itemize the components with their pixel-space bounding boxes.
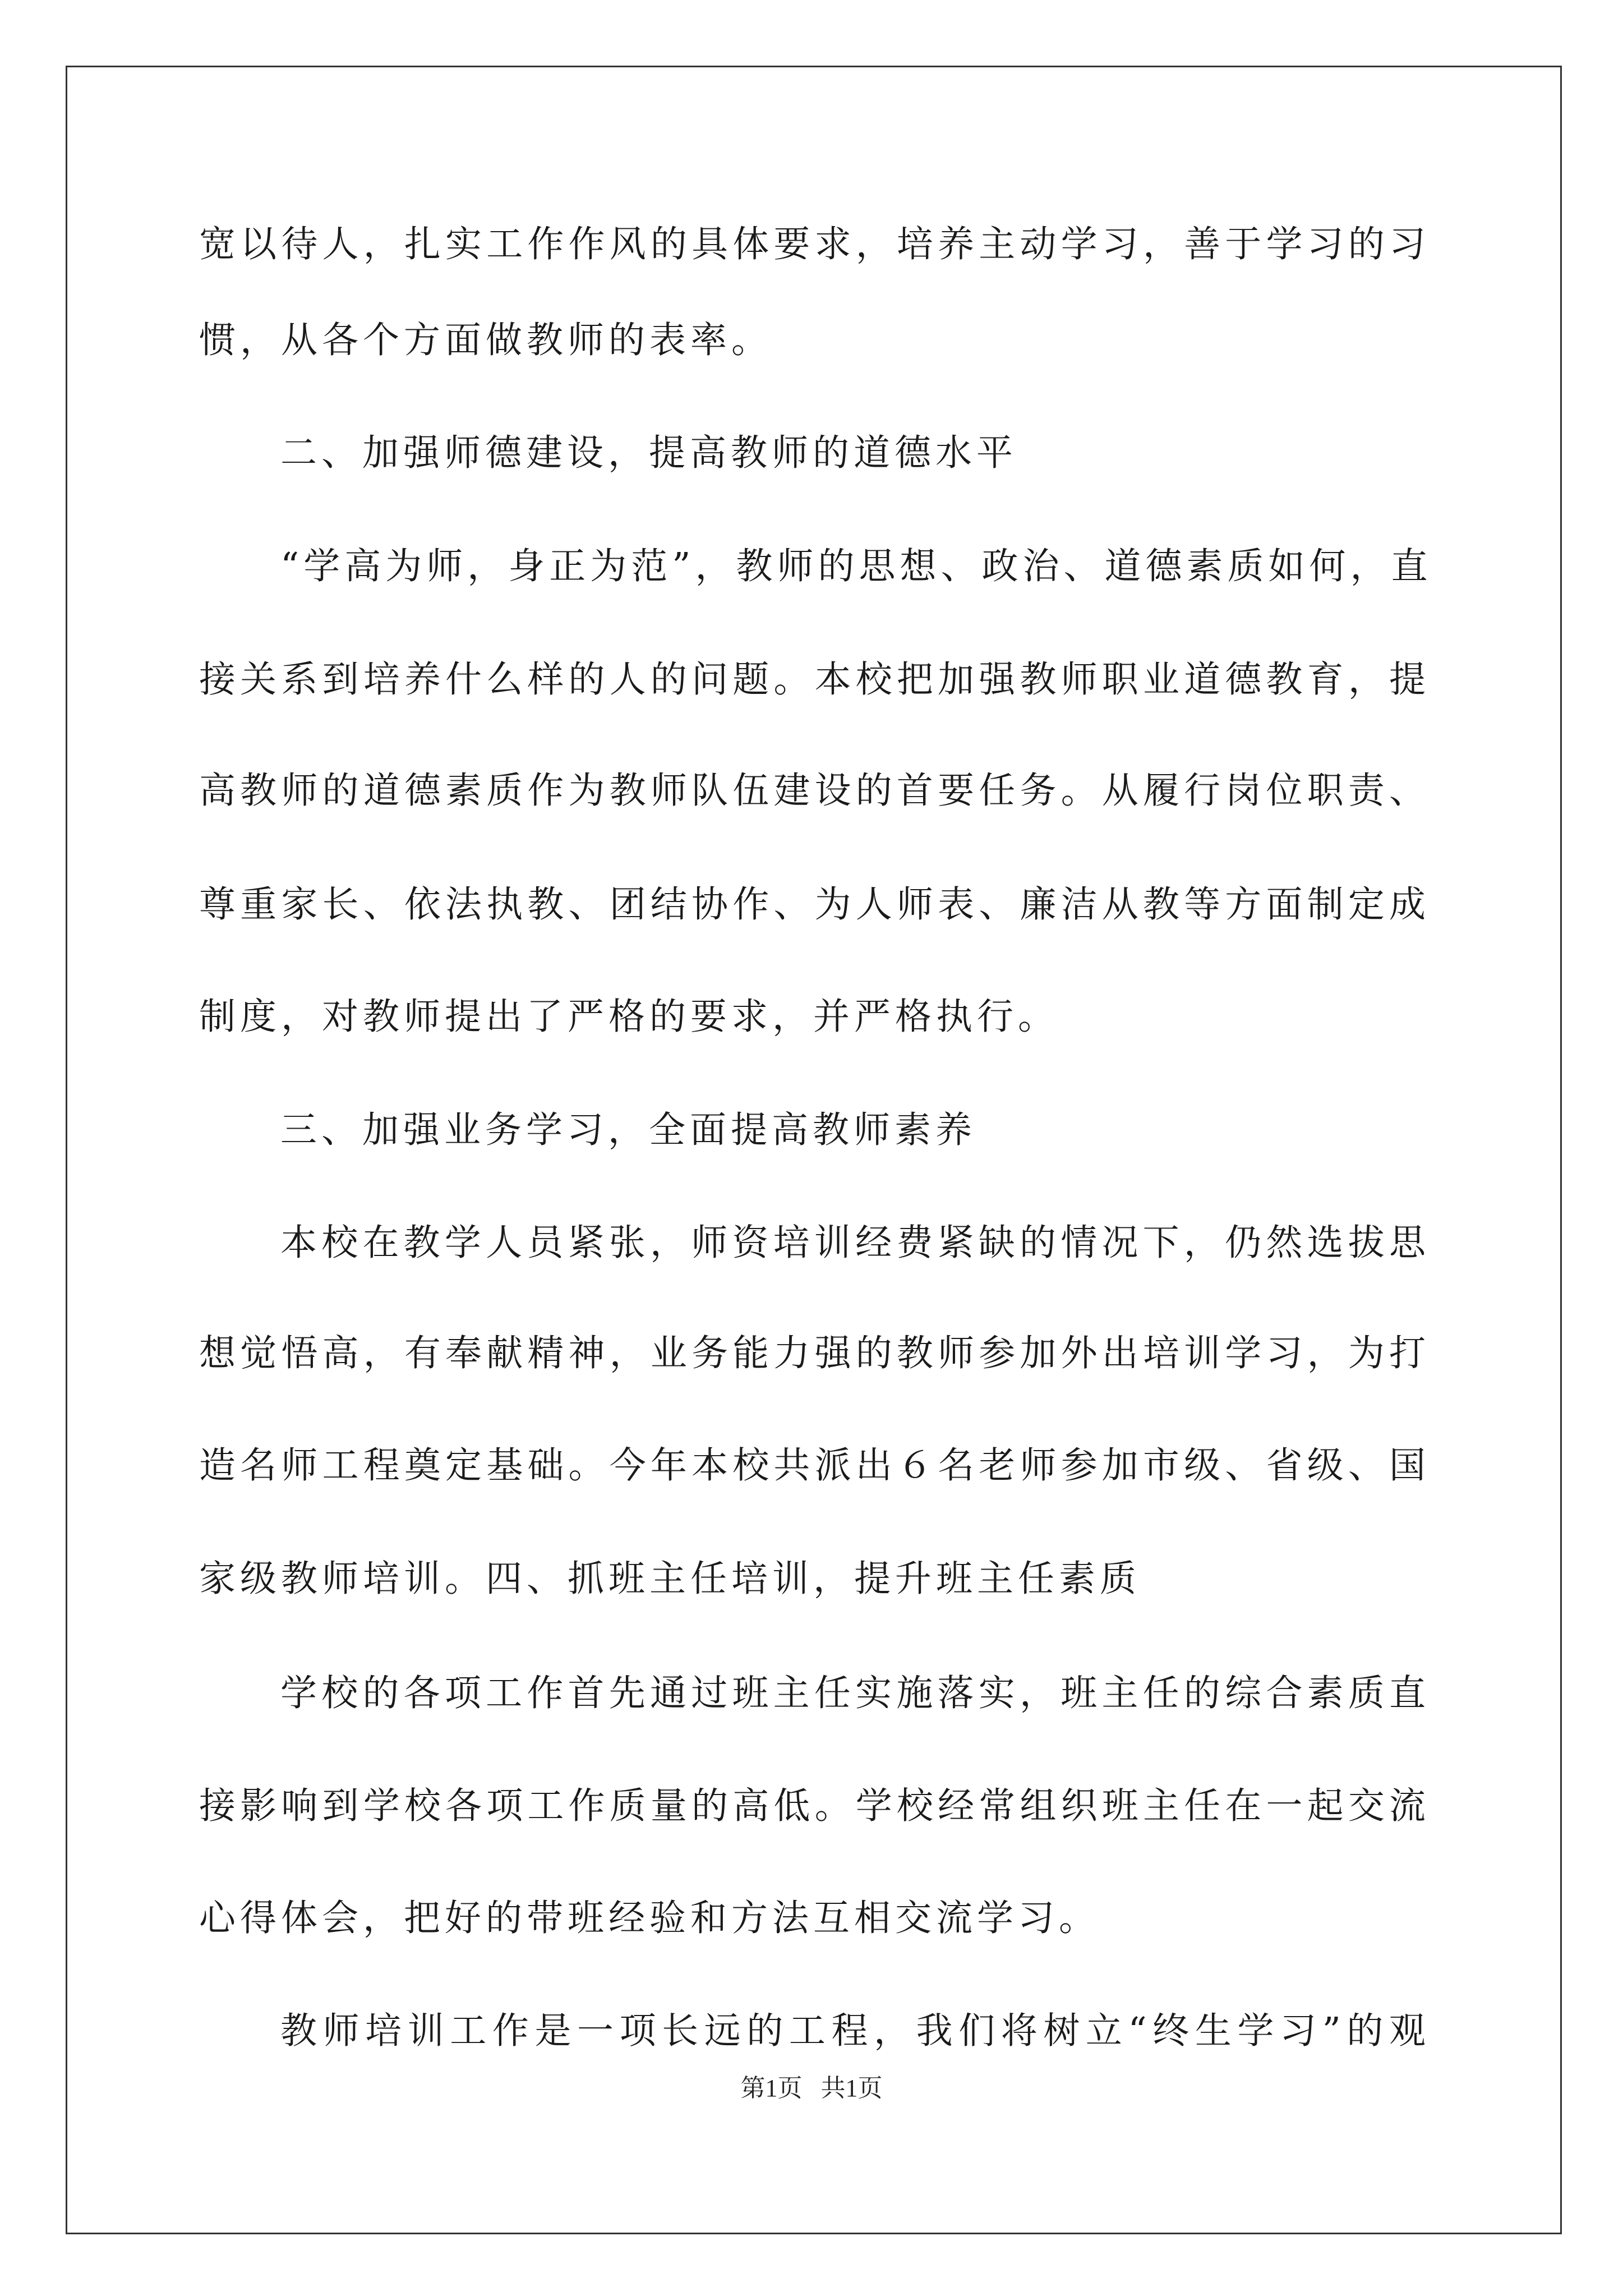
paragraph-line: 想觉悟高，有奉献精神，业务能力强的教师参加外出培训学习，为打 (199, 1332, 1430, 1374)
paragraph-line: 学校的各项工作首先通过班主任实施落实，班主任的综合素质直 (280, 1672, 1430, 1714)
paragraph-line: 高教师的道德素质作为教师队伍建设的首要任务。从履行岗位职责、 (199, 770, 1430, 812)
paragraph-line: 尊重家长、依法执教、团结协作、为人师表、廉洁从教等方面制定成 (199, 884, 1430, 926)
paragraph-line: 本校在教学人员紧张，师资培训经费紧缺的情况下，仍然选拔思 (280, 1222, 1430, 1264)
paragraph-line: 接关系到培养什么样的人的问题。本校把加强教师职业道德教育，提 (199, 659, 1430, 701)
section-heading: 三、加强业务学习，全面提高教师素养 (280, 1109, 977, 1151)
paragraph-line: 家级教师培训。四、抓班主任培训，提升班主任素质 (199, 1558, 1141, 1600)
page-total: 共1页 (820, 2074, 883, 2102)
paragraph-line: 教师培训工作是一项长远的工程，我们将树立“终生学习”的观 (280, 2010, 1430, 2052)
paragraph-line: 惯，从各个方面做教师的表率。 (199, 319, 773, 361)
page-footer (0, 2073, 1623, 2104)
page-number: 第1页 (740, 2074, 803, 2102)
paragraph-line: 造名师工程奠定基础。今年本校共派出６名老师参加市级、省级、国 (199, 1444, 1430, 1487)
paragraph-line: 接影响到学校各项工作质量的高低。学校经常组织班主任在一起交流 (199, 1785, 1430, 1827)
paragraph-line: “学高为师，身正为范”，教师的思想、政治、道德素质如何，直 (280, 545, 1432, 587)
paragraph-line: 心得体会，把好的带班经验和方法互相交流学习。 (199, 1897, 1100, 1939)
section-heading: 二、加强师德建设，提高教师的道德水平 (280, 432, 1018, 474)
paragraph-line: 制度，对教师提出了严格的要求，并严格执行。 (199, 996, 1059, 1038)
paragraph-line: 宽以待人，扎实工作作风的具体要求，培养主动学习，善于学习的习 (199, 223, 1430, 265)
